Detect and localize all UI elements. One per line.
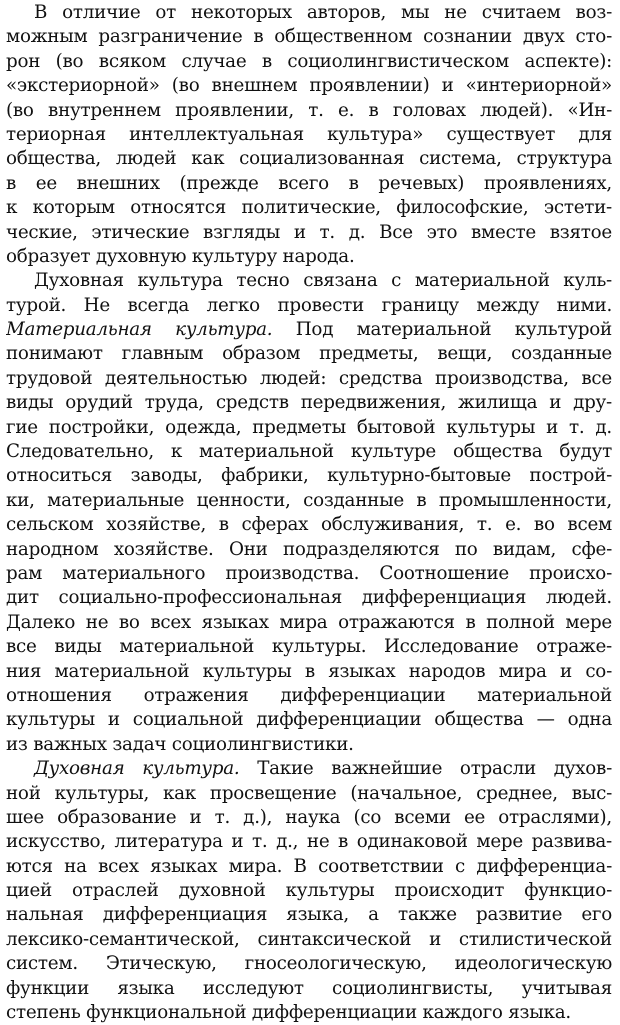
text-segment: понимают главным образом предметы, вещи, созданные: [6, 343, 612, 365]
text-line: [6, 635, 612, 659]
text-line: [6, 855, 612, 879]
text-segment: сельском хозяйстве, в сферах обслуживания, т. е. во всем: [6, 514, 612, 536]
text-line: [6, 416, 612, 440]
text-segment: культуры и социальной дифференциации общества — одна: [6, 709, 612, 731]
text-line: [6, 342, 612, 366]
text-line: [6, 830, 612, 854]
text-line: [6, 294, 612, 318]
text-line: [6, 708, 612, 732]
text-segment: можным разграничение в общественном сознании двух сто-: [6, 26, 612, 48]
text-line: [6, 952, 612, 976]
text-segment: из важных задач социолингвистики.: [6, 733, 354, 755]
text-segment: в ее внешних (прежде всего в речевых) проявлениях,: [6, 172, 612, 194]
text-segment: рам материального производства. Соотношение происхо-: [6, 562, 612, 584]
text-line: [6, 391, 612, 415]
text-segment: относиться заводы, фабрики, культурно-бытовые построй-: [6, 465, 612, 487]
text-line: [6, 1001, 612, 1025]
text-line: [6, 684, 612, 708]
text-line: [6, 221, 612, 245]
text-segment: ются на всех языках мира. В соответствии с дифференциа-: [6, 855, 612, 877]
document-page: [0, 1, 620, 1024]
paragraph: [6, 269, 612, 757]
text-segment: Такие важнейшие отрасли духов-: [239, 758, 612, 780]
text-line: [6, 50, 612, 74]
text-segment: ния материальной культуры в языках народов мира и со-: [6, 660, 612, 682]
text-line: [6, 172, 612, 196]
text-line: [6, 660, 612, 684]
text-segment: Под материальной культурой: [272, 319, 612, 341]
text-segment: систем. Этическую, гносеологическую, идеологическую: [6, 953, 612, 975]
text-line: [6, 903, 612, 927]
paragraph: [6, 1, 612, 269]
text-segment: териорная интеллектуальная культура» существует для: [6, 123, 612, 145]
text-line: [6, 538, 612, 562]
text-line: [6, 586, 612, 610]
paragraph: [6, 757, 612, 1025]
text-line: [6, 928, 612, 952]
text-segment: виды орудий труда, средств передвижения, жилища и дру-: [6, 392, 612, 414]
text-line: [6, 562, 612, 586]
text-line: [6, 367, 612, 391]
text-segment: «экстериорной» (во внешнем проявлении) и «интериорной»: [6, 75, 612, 97]
text-line: [6, 513, 612, 537]
text-segment: отношения отражения дифференциации материальной: [6, 684, 612, 706]
text-segment: В отличие от некоторых авторов, мы не считаем воз-: [34, 2, 612, 23]
text-segment: цией отраслей духовной культуры происходит функцио-: [6, 880, 612, 902]
text-segment: функции языка исследуют социолингвисты, учитывая: [6, 977, 612, 999]
text-segment: рон (во всяком случае в социолингвистическом аспекте):: [6, 50, 612, 72]
text-segment: ки, материальные ценности, созданные в промышленности,: [6, 489, 612, 511]
italic-heading: Духовная культура.: [34, 758, 240, 780]
text-segment: гие постройки, одежда, предметы бытовой культуры и т. д.: [6, 416, 612, 438]
text-segment: образует духовную культуру народа.: [6, 245, 355, 267]
text-line: [6, 74, 612, 98]
text-line: [6, 123, 612, 147]
text-line: [6, 269, 612, 293]
text-line: [6, 440, 612, 464]
text-segment: дит социально-профессиональная дифференциация людей.: [6, 587, 612, 609]
text-segment: все виды материальной культуры. Исследование отраже-: [6, 636, 612, 658]
text-segment: ческие, этические взгляды и т. д. Все это вместе взятое: [6, 221, 612, 243]
text-segment: ной культуры, как просвещение (начальное, среднее, выс-: [6, 782, 612, 804]
text-line: [6, 25, 612, 49]
text-line: [6, 782, 612, 806]
text-line: [6, 318, 612, 342]
text-segment: искусство, литература и т. д., не в одинаковой мере развива-: [6, 831, 612, 853]
text-segment: Далеко не во всех языках мира отражаются в полной мере: [6, 611, 612, 633]
text-line: [6, 977, 612, 1001]
text-segment: Духовная культура тесно связана с материальной куль-: [34, 270, 612, 292]
text-line: [6, 245, 612, 269]
text-segment: народном хозяйстве. Они подразделяются по видам, сфе-: [6, 538, 612, 560]
text-segment: общества, людей как социализованная система, структура: [6, 148, 612, 170]
text-line: [6, 806, 612, 830]
text-segment: к которым относятся политические, философские, эстети-: [6, 197, 612, 219]
text-line: [6, 757, 612, 781]
text-segment: лексико-семантической, синтаксической и стилистической: [6, 928, 612, 950]
text-line: [6, 489, 612, 513]
text-line: [6, 733, 612, 757]
text-line: [6, 196, 612, 220]
text-line: [6, 147, 612, 171]
text-segment: Следовательно, к материальной культуре общества будут: [6, 441, 612, 463]
text-line: [6, 1, 612, 25]
text-segment: (во внутреннем проявлении, т. е. в головах людей). «Ин-: [6, 99, 612, 121]
text-line: [6, 611, 612, 635]
text-line: [6, 879, 612, 903]
text-line: [6, 99, 612, 123]
text-segment: степень функциональной дифференциации каждого языка.: [6, 1002, 571, 1024]
italic-heading: Материальная культура.: [6, 319, 273, 341]
text-segment: трудовой деятельностью людей: средства производства, все: [6, 367, 612, 389]
text-segment: шее образование и т. д.), наука (со всеми ее отраслями),: [6, 806, 612, 828]
text-line: [6, 464, 612, 488]
text-segment: турой. Не всегда легко провести границу между ними.: [6, 294, 612, 316]
text-segment: нальная дифференциация языка, а также развитие его: [6, 904, 612, 926]
